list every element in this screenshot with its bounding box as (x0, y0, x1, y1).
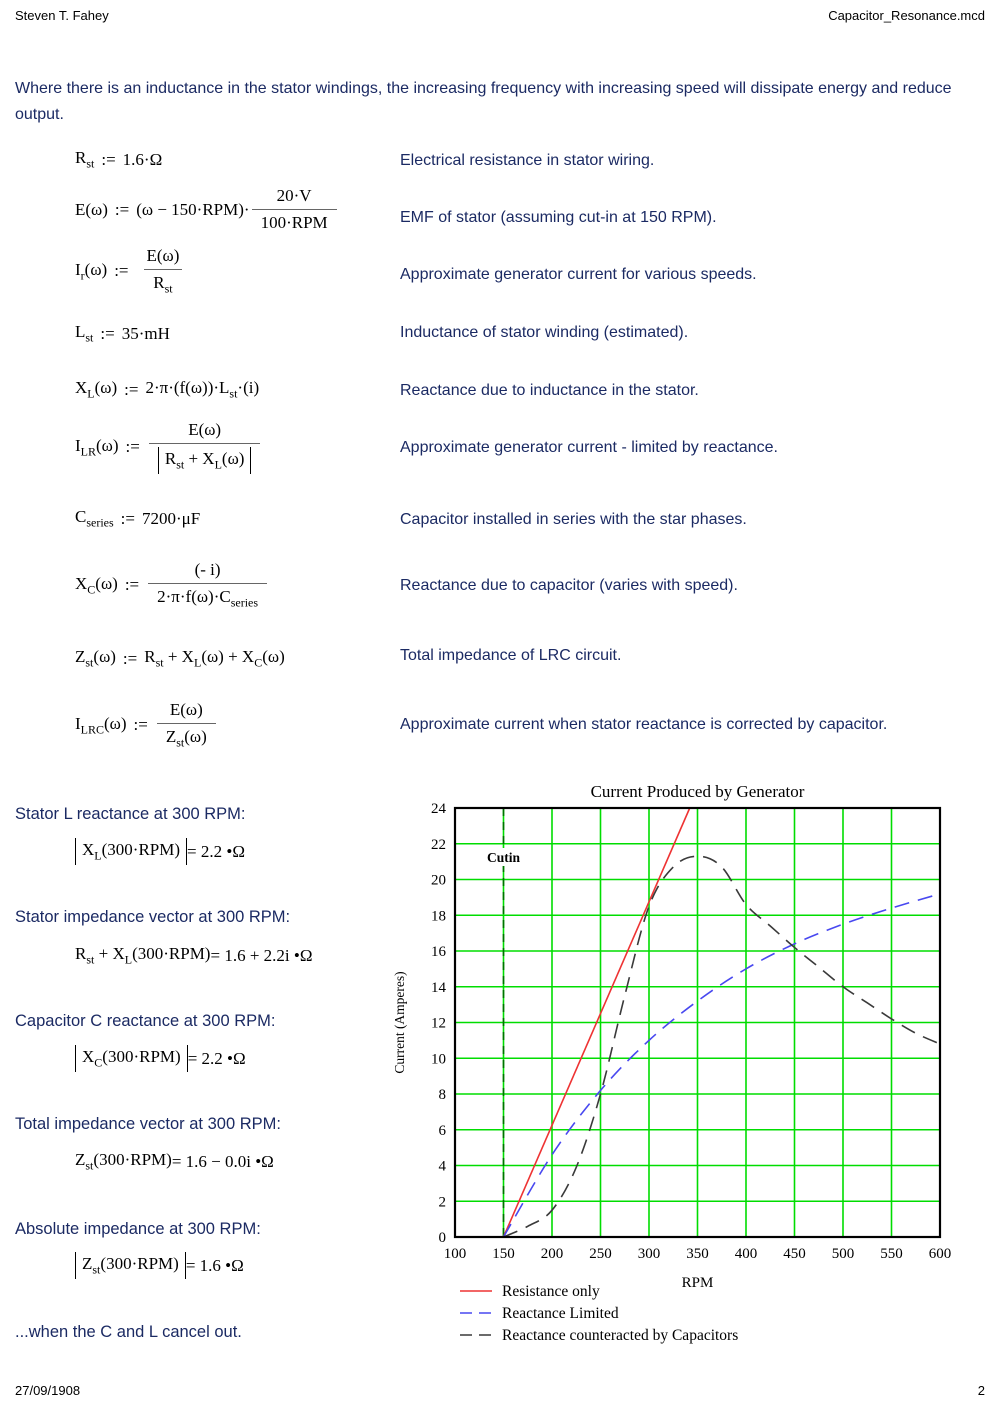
equation-desc-emf: EMF of stator (assuming cut-in at 150 RPM). (400, 209, 717, 226)
intro-paragraph: Where there is an inductance in the stator windings, the increasing frequency with increasing speed will dissipate energy and reduce output. (15, 80, 952, 123)
equation-zst: $Z_{st}(\omega)$ := $R_{st} + X_L(\omega) + X_C(\omega)$ (75, 647, 285, 670)
x-tick-label: 150 (492, 1246, 515, 1262)
x-tick-label: 300 (637, 1246, 661, 1262)
chart-title: Current Produced by Generator (590, 782, 805, 801)
header-filename: Capacitor_Resonance.mcd (828, 8, 985, 23)
x-tick-label: 600 (928, 1246, 952, 1262)
y-tick-label: 20 (431, 872, 446, 889)
y-tick-label: 0 (438, 1230, 446, 1246)
x-tick-label: 500 (831, 1246, 855, 1262)
equation-xc: $X_C(\omega)$ := $\frac{(- i)}{2\cdot\pi\cdot f(\omega)\cdot C_{series}}$ (75, 560, 269, 610)
result-heading-absolute-impedance: Absolute impedance at 300 RPM: (15, 1220, 261, 1238)
result-formula-xc: $X_C(300\cdot RPM)$ = 2.2 •Ω (75, 1045, 246, 1072)
y-tick-label: 4 (438, 1158, 446, 1175)
fraction: $\frac{(- i)}{2\cdot\pi\cdot f(\omega)\cdot C_{series}}$ (148, 560, 267, 610)
equation-desc-xl: Reactance due to inductance in the stator. (400, 382, 699, 399)
equation-desc-cseries: Capacitor installed in series with the star phases. (400, 511, 747, 528)
equation-desc-zst: Total impedance of LRC circuit. (400, 647, 622, 664)
header-author: Steven T. Fahey (15, 8, 109, 23)
equation-desc-lst: Inductance of stator winding (estimated). (400, 324, 689, 341)
closing-note: ...when the C and L cancel out. (15, 1323, 242, 1341)
equation-desc-xc: Reactance due to capacitor (varies with speed). (400, 577, 738, 594)
legend-label: Reactance Limited (502, 1305, 619, 1322)
result-heading-total-impedance: Total impedance vector at 300 RPM: (15, 1115, 281, 1133)
generator-current-chart (392, 782, 998, 1367)
result-heading-xc: Capacitor C reactance at 300 RPM: (15, 1012, 276, 1030)
equation-lst: $L_{st}$ := 35·mH (75, 322, 170, 345)
y-tick-label: 22 (431, 836, 446, 853)
x-tick-label: 100 (443, 1246, 467, 1262)
result-heading-impedance-vector: Stator impedance vector at 300 RPM: (15, 908, 291, 926)
x-axis-label: RPM (681, 1275, 714, 1291)
absolute-value: $X_L(300\cdot RPM)$ (75, 838, 187, 865)
equation-desc-rst: Electrical resistance in stator wiring. (400, 152, 655, 169)
y-axis-label: Current (Amperes) (392, 971, 407, 1074)
result-formula-impedance-vector: $R_{st} + X_L(300\cdot RPM)$ = 1.6 + 2.2i •Ω (75, 944, 313, 967)
x-tick-label: 250 (589, 1246, 612, 1262)
y-tick-label: 14 (431, 979, 446, 996)
fraction: $\frac{E(\omega)}{R_{st} + X_L(\omega)}$ (149, 420, 261, 474)
absolute-value: $Z_{st}(300\cdot RPM)$ (75, 1252, 186, 1279)
x-tick-label: 450 (783, 1246, 806, 1262)
y-tick-label: 16 (431, 944, 446, 960)
equation-desc-ilr: Approximate generator current - limited by reactance. (400, 439, 778, 456)
y-tick-label: 10 (431, 1051, 446, 1068)
legend-label: Reactance counteracted by Capacitors (502, 1327, 739, 1344)
x-tick-label: 200 (540, 1246, 564, 1262)
cutin-label: Cutin (486, 850, 521, 865)
series-curve-1 (504, 894, 941, 1237)
equation-ilr: $I_{LR}(\omega)$ := $\frac{E(\omega)}{R_{st} + X_L(\omega)}$ (75, 420, 262, 474)
x-tick-label: 400 (734, 1246, 758, 1262)
equation-emf: E(ω) := (ω − 150·RPM)· $\frac{20\cdot V}{\text{100·RPM}}$ (75, 186, 339, 233)
footer-page-number: 2 (977, 1383, 985, 1398)
fraction: $\frac{E(\omega)}{R_{st}}$ (138, 246, 189, 296)
result-formula-xl: $X_L(300\cdot RPM)$ = 2.2 •Ω (75, 838, 245, 865)
result-formula-absolute-impedance: $Z_{st}(300\cdot RPM)$ = 1.6 •Ω (75, 1252, 244, 1279)
fraction: $\frac{20\cdot V}{\text{100·RPM}}$ (252, 186, 337, 233)
fraction: $\frac{E(\omega)}{Z_{st}(\omega)}$ (157, 700, 216, 750)
absolute-value: $X_C(300\cdot RPM)$ (75, 1045, 188, 1072)
y-tick-label: 24 (431, 801, 446, 817)
footer-date: 27/09/1908 (15, 1383, 81, 1398)
equation-ir: $I_r(\omega)$ := $\frac{E(\omega)}{R_{st}}$ (75, 246, 190, 296)
equation-ilrc: $I_{LRC}(\omega)$ := $\frac{E(\omega)}{Z_{st}(\omega)}$ (75, 700, 218, 750)
absolute-value: $R_{st} + X_L(\omega)$ (158, 447, 252, 474)
equation-cseries: $C_{series}$ := 7200·μF (75, 507, 201, 530)
y-tick-label: 12 (431, 1015, 446, 1032)
equation-rst: $R_{st}$ := 1.6·Ω (75, 148, 163, 171)
legend-label: Resistance only (502, 1283, 600, 1300)
y-tick-label: 18 (431, 908, 446, 925)
result-heading-xl: Stator L reactance at 300 RPM: (15, 805, 246, 823)
x-tick-label: 350 (686, 1246, 709, 1262)
y-tick-label: 8 (438, 1087, 446, 1103)
equation-desc-ilrc: Approximate current when stator reactance is corrected by capacitor. (400, 716, 888, 733)
y-tick-label: 6 (438, 1122, 446, 1139)
equation-xl: $X_L(\omega)$ := $2\cdot\pi\cdot(f(\omega))\cdot L_{st}\cdot(i)$ (75, 378, 260, 401)
equation-desc-ir: Approximate generator current for various speeds. (400, 266, 757, 283)
result-formula-total-impedance: $Z_{st}(300\cdot RPM)$ = 1.6 − 0.0i •Ω (75, 1150, 274, 1173)
y-tick-label: 2 (438, 1194, 446, 1211)
x-tick-label: 550 (880, 1246, 903, 1262)
